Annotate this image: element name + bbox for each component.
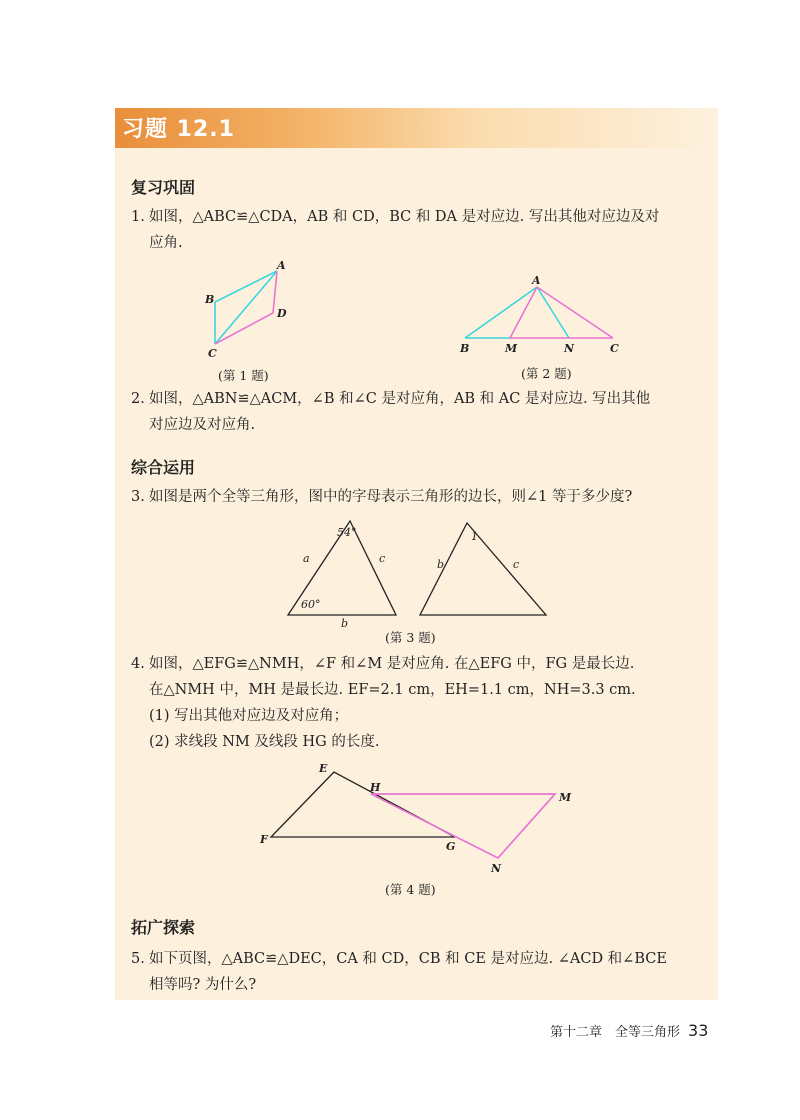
fig4-label-e: E xyxy=(319,762,328,775)
fig3-label-b2: b xyxy=(437,558,445,571)
figure-3-caption: (第 3 题) xyxy=(385,630,436,645)
fig1-label-d: D xyxy=(277,307,287,320)
fig1-label-a: A xyxy=(277,259,286,272)
fig3-angle-1: 1 xyxy=(471,530,478,543)
fig2-label-b: B xyxy=(460,342,470,355)
problem-text: 如图，△EFG≌△NMH，∠F 和∠M 是对应角. 在△EFG 中，FG 是最长边. xyxy=(149,656,635,672)
problem-number: 1. xyxy=(131,209,145,225)
problem-text-continued: 相等吗? 为什么? xyxy=(149,977,257,993)
problem-number: 2. xyxy=(131,391,145,407)
fig2-label-c: C xyxy=(610,342,619,355)
problem-2 xyxy=(131,386,711,438)
fig3-label-a: a xyxy=(303,552,310,565)
fig3-angle-bottom: 60° xyxy=(301,598,321,611)
figure-4-diagram xyxy=(258,760,578,880)
problem-subitem-1: (1) 写出其他对应边及对应角； xyxy=(149,708,349,724)
fig1-label-b: B xyxy=(205,293,215,306)
problem-5 xyxy=(131,946,711,998)
fig4-label-n: N xyxy=(491,862,502,875)
fig2-label-m: M xyxy=(505,342,518,355)
fig4-label-h: H xyxy=(370,781,381,794)
exercise-title: 习题 12.1 xyxy=(122,117,235,142)
fig3-label-c2: c xyxy=(513,558,520,571)
section-heading-review: 复习巩固 xyxy=(131,178,196,197)
problem-text-continued: 对应边及对应角. xyxy=(149,417,256,433)
chapter-title: 第十二章 全等三角形 xyxy=(550,1025,681,1040)
figure-4-caption: (第 4 题) xyxy=(385,882,436,897)
problem-text: 如下页图，△ABC≌△DEC，CA 和 CD，CB 和 CE 是对应边. ∠ACD 和∠BCE xyxy=(149,951,667,967)
problem-number: 5. xyxy=(131,951,145,967)
section-heading-apply: 综合运用 xyxy=(131,458,196,477)
fig2-label-n: N xyxy=(564,342,575,355)
problem-text: 如图，△ABN≌△ACM，∠B 和∠C 是对应角，AB 和 AC 是对应边. 写出其他 xyxy=(149,391,651,407)
page-footer xyxy=(550,1021,708,1040)
fig2-label-a: A xyxy=(532,274,541,287)
problem-1 xyxy=(131,204,711,256)
problem-3 xyxy=(131,484,711,510)
figure-3-diagram xyxy=(285,518,555,628)
section-heading-explore: 拓广探索 xyxy=(131,918,196,937)
problem-number: 4. xyxy=(131,656,145,672)
figure-2-diagram xyxy=(455,272,630,357)
page-number: 33 xyxy=(688,1021,709,1040)
fig4-label-m: M xyxy=(559,791,572,804)
figure-1-diagram xyxy=(195,259,305,362)
fig3-label-b: b xyxy=(341,617,349,630)
problem-text: 如图是两个全等三角形，图中的字母表示三角形的边长，则∠1 等于多少度? xyxy=(149,489,633,505)
problem-text-continued: 在△NMH 中，MH 是最长边. EF=2.1 cm，EH=1.1 cm，NH=3.3 cm. xyxy=(149,682,636,698)
problem-number: 3. xyxy=(131,489,145,505)
fig3-label-c: c xyxy=(379,552,386,565)
fig1-label-c: C xyxy=(208,347,217,360)
figure-2-caption: (第 2 题) xyxy=(521,366,572,381)
problem-text: 如图，△ABC≌△CDA，AB 和 CD，BC 和 DA 是对应边. 写出其他对应边及对 xyxy=(149,209,660,225)
problem-4 xyxy=(131,651,711,755)
problem-text-continued: 应角. xyxy=(149,235,183,251)
figure-1-caption: (第 1 题) xyxy=(218,368,269,383)
problem-subitem-2: (2) 求线段 NM 及线段 HG 的长度. xyxy=(149,734,380,750)
fig3-angle-top: 54° xyxy=(337,526,357,539)
fig4-label-g: G xyxy=(446,840,456,853)
fig4-label-f: F xyxy=(260,833,268,846)
